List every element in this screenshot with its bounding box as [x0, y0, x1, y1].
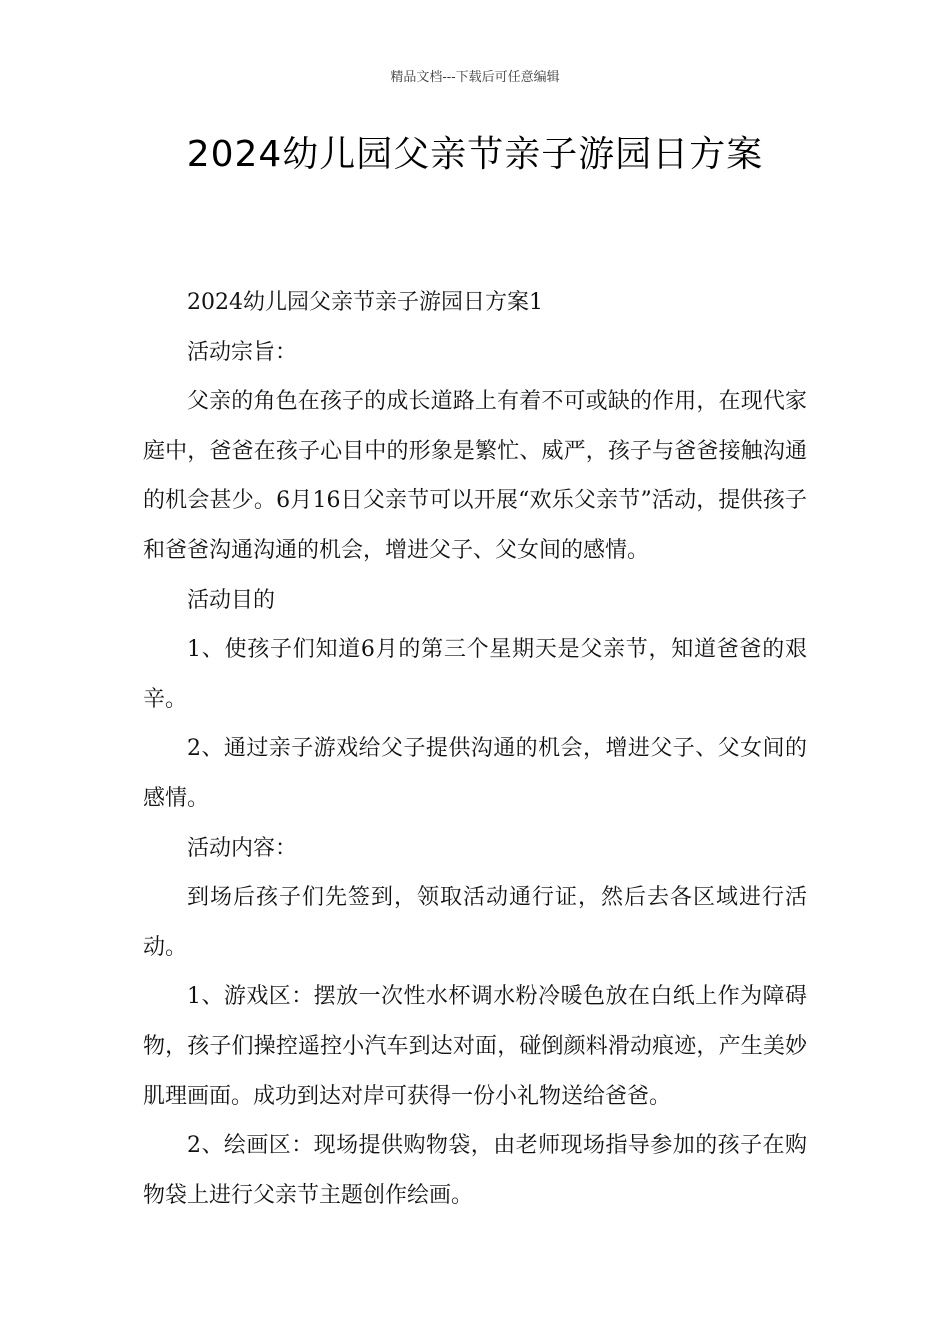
paragraph: 到场后孩子们先签到，领取活动通行证，然后去各区域进行活动。 — [143, 885, 807, 960]
paragraph: 1、游戏区：摆放一次性水杯调水粉冷暖色放在白纸上作为障碍物，孩子们操控遥控小汽车到达对面，碰倒颜料滑动痕迹，产生美妙肌理画面。成功到达对岸可获得一份小礼物送给爸爸。 — [143, 984, 807, 1109]
paragraph: 2、绘画区：现场提供购物袋，由老师现场指导参加的孩子在购物袋上进行父亲节主题创作绘画。 — [143, 1133, 807, 1208]
section-heading: 2024幼儿园父亲节亲子游园日方案1 — [187, 290, 543, 315]
subheading-purpose: 活动宗旨： — [187, 339, 298, 365]
document-title: 2024幼儿园父亲节亲子游园日方案 — [186, 134, 764, 175]
paragraph: 2、通过亲子游戏给父子提供沟通的机会，增进父子、父女间的感情。 — [143, 736, 807, 811]
document-body — [143, 278, 807, 1220]
paragraph: 父亲的角色在孩子的成长道路上有着不可或缺的作用，在现代家庭中，爸爸在孩子心目中的形象是繁忙、威严，孩子与爸爸接触沟通的机会甚少。6月16日父亲节可以开展“欢乐父亲节”活动，提供孩子和爸爸沟通沟通的机会，增进父子、父女间的感情。 — [143, 389, 807, 563]
subheading-goal: 活动目的 — [187, 587, 276, 613]
paragraph: 1、使孩子们知道6月的第三个星期天是父亲节，知道爸爸的艰辛。 — [143, 637, 807, 712]
subheading-content: 活动内容： — [187, 835, 298, 861]
page-header: 精品文档---下载后可任意编辑 — [390, 70, 560, 85]
